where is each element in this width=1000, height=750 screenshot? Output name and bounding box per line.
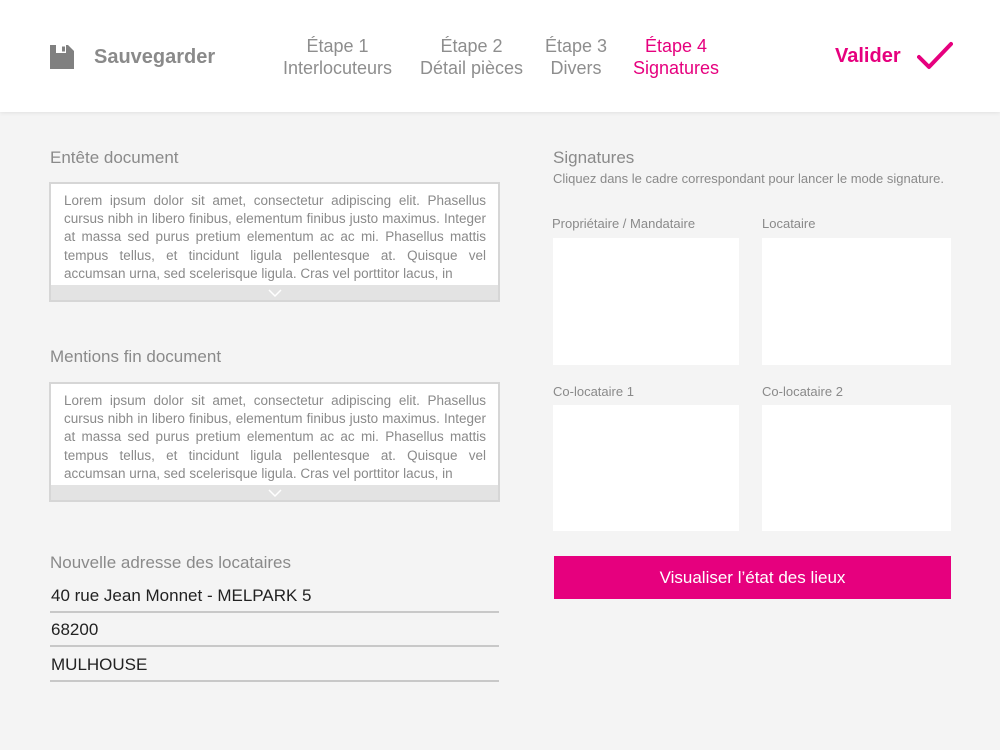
step-3-label: Divers xyxy=(550,58,602,78)
step-4-label: Signatures xyxy=(633,58,720,78)
footer-text-area[interactable] xyxy=(49,382,500,502)
owner-signature-label: Propriétaire / Mandataire xyxy=(552,216,696,231)
step-2-tab[interactable] xyxy=(420,35,523,79)
tenant-signature-label: Locataire xyxy=(762,216,816,231)
step-2-number: Étape 2 xyxy=(440,36,503,56)
checkmark-icon xyxy=(917,41,953,71)
signatures-title: Signatures xyxy=(553,148,635,167)
validate-label: Valider xyxy=(835,44,901,67)
chevron-down-icon xyxy=(268,289,282,297)
cotenant2-signature-box[interactable] xyxy=(762,405,951,531)
city-field[interactable]: MULHOUSE xyxy=(50,652,499,682)
cotenant2-signature-label: Co-locataire 2 xyxy=(762,384,843,399)
header-text: Lorem ipsum dolor sit amet, consectetur adipiscing elit. Phasellus cursus nibh in libero finibus, elementum finibus justo maximus. Integer at massa sed purus pretium elementum ac ac mi. Phasellus mattis tempus tellus, et tincidunt ligula pellentesque at. Quisque vel accumsan urna, sed scelerisque ligula. Cras vel porttitor lacus, in xyxy=(64,193,486,281)
floppy-disk-icon xyxy=(48,43,76,71)
save-button[interactable] xyxy=(48,40,215,74)
footer-section-title: Mentions fin document xyxy=(50,347,222,366)
header-section-title: Entête document xyxy=(50,148,179,167)
top-bar xyxy=(0,0,1000,112)
address-section-title: Nouvelle adresse des locataires xyxy=(50,553,291,572)
step-1-label: Interlocuteurs xyxy=(283,58,393,78)
chevron-down-icon xyxy=(268,489,282,497)
step-4-tab[interactable] xyxy=(633,35,719,79)
header-text-area[interactable] xyxy=(49,182,500,302)
step-1-tab[interactable] xyxy=(283,35,392,79)
step-3-tab[interactable] xyxy=(545,35,607,79)
signatures-instructions: Cliquez dans le cadre correspondant pour lancer le mode signature. xyxy=(553,171,944,186)
step-4-number: Étape 4 xyxy=(645,36,708,56)
save-label: Sauvegarder xyxy=(94,45,216,68)
footer-expand-toggle[interactable] xyxy=(51,485,498,500)
step-3-number: Étape 3 xyxy=(545,36,608,56)
tenant-signature-box[interactable] xyxy=(762,238,951,365)
cotenant1-signature-label: Co-locataire 1 xyxy=(553,384,634,399)
view-inventory-button[interactable]: Visualiser l’état des lieux xyxy=(554,556,951,599)
step-1-number: Étape 1 xyxy=(306,36,369,56)
street-field[interactable]: 40 rue Jean Monnet - MELPARK 5 xyxy=(50,583,499,613)
owner-signature-box[interactable] xyxy=(553,238,739,365)
step-2-label: Détail pièces xyxy=(420,58,524,78)
footer-text: Lorem ipsum dolor sit amet, consectetur adipiscing elit. Phasellus cursus nibh in libero finibus, elementum finibus justo maximus. Integer at massa sed purus pretium elementum ac ac mi. Phasellus mattis tempus tellus, et tincidunt ligula pellentesque at. Quisque vel accumsan urna, sed scelerisque ligula. Cras vel porttitor lacus, in xyxy=(64,393,486,481)
header-expand-toggle[interactable] xyxy=(51,285,498,300)
cotenant1-signature-box[interactable] xyxy=(553,405,739,531)
postal-code-field[interactable]: 68200 xyxy=(50,617,499,647)
validate-button[interactable] xyxy=(835,38,953,74)
